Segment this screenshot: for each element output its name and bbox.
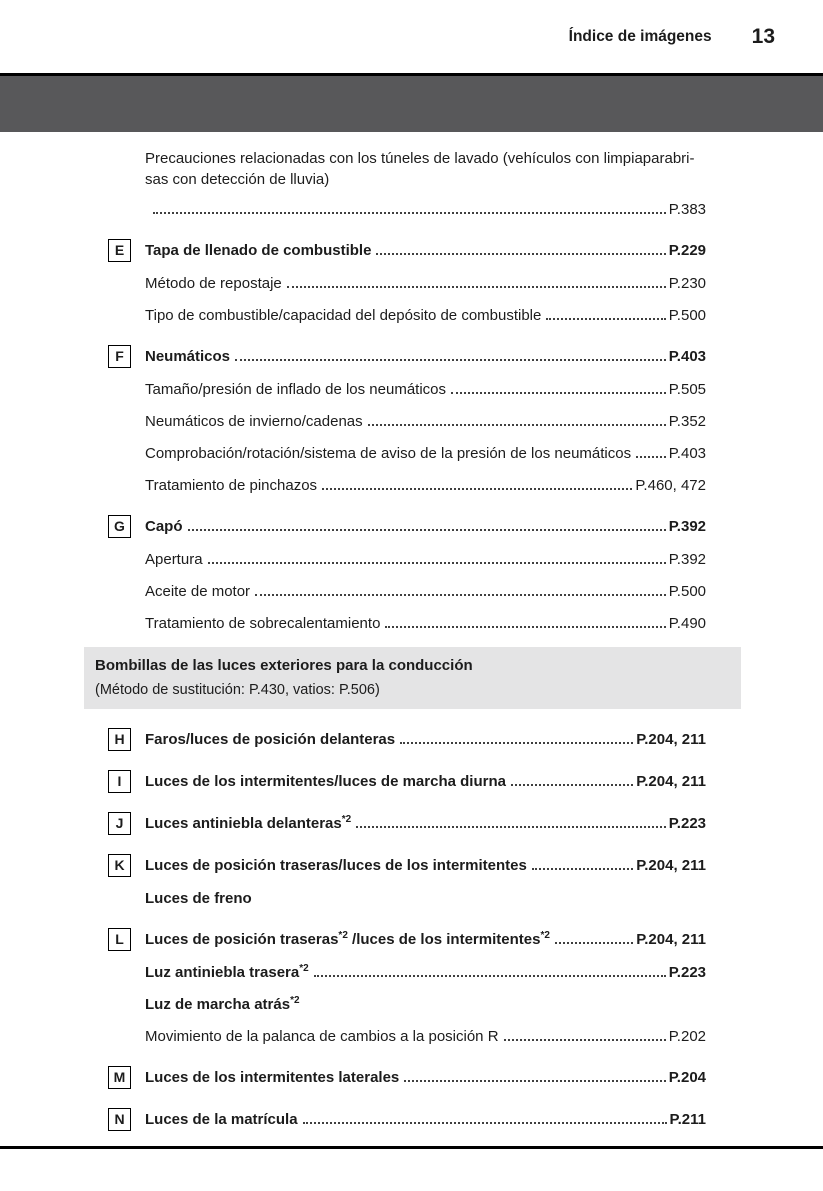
item-text xyxy=(145,273,282,294)
item-text-segment: Precauciones relacionadas con los túneles de lavado (vehículos con limpiaparabri-sas con detección de lluvia) xyxy=(145,150,695,188)
leader-dots xyxy=(511,784,633,786)
item-text xyxy=(145,994,300,1015)
page-ref: P.500 xyxy=(668,307,706,324)
item-text xyxy=(145,346,230,367)
index-row xyxy=(84,888,741,909)
index-row xyxy=(84,1108,741,1131)
item-badge-e: E xyxy=(108,239,131,262)
footnote-marker: *2 xyxy=(338,930,348,941)
badge-cell xyxy=(84,854,145,877)
footnote-marker: *2 xyxy=(290,995,300,1007)
item-text xyxy=(145,549,203,570)
leader-dots xyxy=(322,488,632,490)
footnote-marker: *2 xyxy=(299,963,309,975)
badge-cell xyxy=(84,1108,145,1131)
index-row xyxy=(84,199,741,220)
item-text-segment: Apertura xyxy=(145,551,203,568)
item-text xyxy=(145,855,527,876)
page-ref: P.505 xyxy=(668,381,706,398)
section-band xyxy=(84,647,741,709)
page-ref: P.204, 211 xyxy=(636,931,706,948)
index-row xyxy=(84,148,741,190)
section-band-subtitle: (Método de sustitución: P.430, vatios: P.506) xyxy=(95,682,380,698)
item-badge-j: J xyxy=(108,812,131,835)
badge-cell xyxy=(84,728,145,751)
bottom-rule xyxy=(0,1146,823,1149)
page-ref: P.204 xyxy=(668,1069,706,1086)
index-row xyxy=(84,443,741,464)
page-ref: P.204, 211 xyxy=(636,773,706,790)
badge-cell xyxy=(84,1066,145,1089)
index-row xyxy=(84,928,741,951)
item-text xyxy=(145,962,309,983)
index-row xyxy=(84,305,741,326)
item-text-segment: Luces de freno xyxy=(145,890,252,908)
section-band-title: Bombillas de las luces exteriores para la conducción xyxy=(95,657,473,674)
item-text-segment: Método de repostaje xyxy=(145,275,282,292)
index-row xyxy=(84,581,741,602)
item-text-segment: Luz antiniebla trasera xyxy=(145,964,300,982)
item-badge-l: L xyxy=(108,928,131,951)
page-ref: P.460, 472 xyxy=(635,477,706,494)
leader-dots xyxy=(188,529,666,531)
page-ref: P.403 xyxy=(668,445,706,462)
item-text xyxy=(145,443,631,464)
page-ref: P.383 xyxy=(668,201,706,218)
page-number: 13 xyxy=(751,24,775,48)
item-text-segment: Luces de posición traseras xyxy=(145,931,339,948)
item-text-segment: Tamaño/presión de inflado de los neumáticos xyxy=(145,381,447,398)
badge-cell xyxy=(84,928,145,951)
leader-dots xyxy=(532,868,633,870)
badge-cell xyxy=(84,239,145,262)
page-ref: P.352 xyxy=(668,413,706,430)
item-text xyxy=(145,475,317,496)
leader-dots xyxy=(235,359,666,361)
badge-cell xyxy=(84,812,145,835)
index-row xyxy=(84,994,741,1015)
leader-dots xyxy=(255,594,666,596)
index-row xyxy=(84,411,741,432)
badge-cell xyxy=(84,345,145,368)
item-text-segment: Luces antiniebla delanteras xyxy=(145,815,342,832)
item-text-segment: /luces de los intermitentes xyxy=(347,931,541,948)
item-text-segment: Luces de la matrícula xyxy=(145,1111,298,1128)
item-text-segment: Luces de los intermitentes laterales xyxy=(145,1069,400,1086)
item-badge-n: N xyxy=(108,1108,131,1131)
item-text-segment: Faros/luces de posición delanteras xyxy=(145,731,396,748)
leader-dots xyxy=(504,1039,666,1041)
index-row xyxy=(84,515,741,538)
item-text xyxy=(145,1067,399,1088)
item-text-segment: Tipo de combustible/capacidad del depósito de combustible xyxy=(145,307,542,324)
item-text xyxy=(145,729,395,750)
item-text-segment: Movimiento de la palanca de cambios a la posición R xyxy=(145,1028,499,1046)
item-text-segment: Tapa de llenado de combustible xyxy=(145,241,372,259)
index-row xyxy=(84,613,741,634)
leader-dots xyxy=(153,212,666,214)
page-ref: P.230 xyxy=(668,275,706,292)
page-ref: P.403 xyxy=(668,347,706,365)
index-row xyxy=(84,475,741,496)
badge-cell xyxy=(84,515,145,538)
leader-dots xyxy=(636,456,666,458)
page-ref: P.204, 211 xyxy=(636,731,706,748)
item-text xyxy=(145,379,446,400)
index-row xyxy=(84,854,741,877)
index-row xyxy=(84,962,741,983)
item-text xyxy=(145,1026,499,1047)
index-row xyxy=(84,728,741,751)
item-text-segment: Neumáticos de invierno/cadenas xyxy=(145,413,363,430)
leader-dots xyxy=(546,318,665,320)
leader-dots xyxy=(385,626,665,628)
footnote-marker: *2 xyxy=(341,814,352,825)
item-text-segment: Luz de marcha atrás xyxy=(145,996,291,1014)
page-ref: P.202 xyxy=(668,1028,706,1046)
leader-dots xyxy=(208,562,666,564)
footnote-marker: *2 xyxy=(540,930,550,941)
leader-dots xyxy=(404,1080,665,1082)
index-list xyxy=(84,132,741,1131)
page-ref: P.490 xyxy=(668,615,706,632)
index-row xyxy=(84,345,741,368)
page-ref: P.223 xyxy=(668,964,706,982)
index-row xyxy=(84,379,741,400)
leader-dots xyxy=(303,1122,667,1124)
index-row xyxy=(84,273,741,294)
item-text-segment: Luces de posición traseras/luces de los intermitentes xyxy=(145,857,527,874)
leader-dots xyxy=(287,286,666,288)
item-text xyxy=(145,1109,298,1130)
header-title: Índice de imágenes xyxy=(568,27,712,45)
item-text xyxy=(145,305,541,326)
item-text xyxy=(145,581,250,602)
page-ref: P.211 xyxy=(669,1111,706,1128)
header-band xyxy=(0,76,823,132)
page-ref: P.500 xyxy=(668,583,706,600)
index-row xyxy=(84,549,741,570)
leader-dots xyxy=(376,253,665,255)
item-text xyxy=(145,888,252,909)
page-ref: P.392 xyxy=(668,551,706,568)
item-text xyxy=(145,411,363,432)
leader-dots xyxy=(368,424,666,426)
index-row xyxy=(84,812,741,835)
item-badge-m: M xyxy=(108,1066,131,1089)
item-text xyxy=(145,240,371,261)
leader-dots xyxy=(555,942,633,944)
page-ref: P.204, 211 xyxy=(636,857,706,874)
item-badge-i: I xyxy=(108,770,131,793)
index-row xyxy=(84,1026,741,1047)
leader-dots xyxy=(451,392,666,394)
page-ref: P.392 xyxy=(668,517,706,535)
page-header xyxy=(0,0,823,73)
item-text xyxy=(145,148,706,190)
leader-dots xyxy=(400,742,633,744)
item-badge-k: K xyxy=(108,854,131,877)
item-text xyxy=(145,613,380,634)
item-badge-h: H xyxy=(108,728,131,751)
index-row xyxy=(84,770,741,793)
item-text-segment: Capó xyxy=(145,517,183,535)
item-text xyxy=(145,516,183,537)
item-text-segment: Tratamiento de pinchazos xyxy=(145,477,318,494)
item-text xyxy=(145,771,506,792)
item-text-segment: Luces de los intermitentes/luces de marcha diurna xyxy=(145,773,506,790)
leader-dots xyxy=(356,826,666,828)
page-ref: P.229 xyxy=(668,241,706,259)
item-text-segment: Tratamiento de sobrecalentamiento xyxy=(145,615,381,632)
page-ref: P.223 xyxy=(668,815,706,832)
item-text xyxy=(145,813,351,834)
item-text-segment: Comprobación/rotación/sistema de aviso de la presión de los neumáticos xyxy=(145,445,632,462)
leader-dots xyxy=(314,975,666,977)
item-text-segment: Neumáticos xyxy=(145,347,231,365)
item-text-segment: Aceite de motor xyxy=(145,583,251,600)
badge-cell xyxy=(84,770,145,793)
index-row xyxy=(84,239,741,262)
index-row xyxy=(84,1066,741,1089)
item-badge-f: F xyxy=(108,345,131,368)
item-badge-g: G xyxy=(108,515,131,538)
item-text xyxy=(145,929,550,950)
